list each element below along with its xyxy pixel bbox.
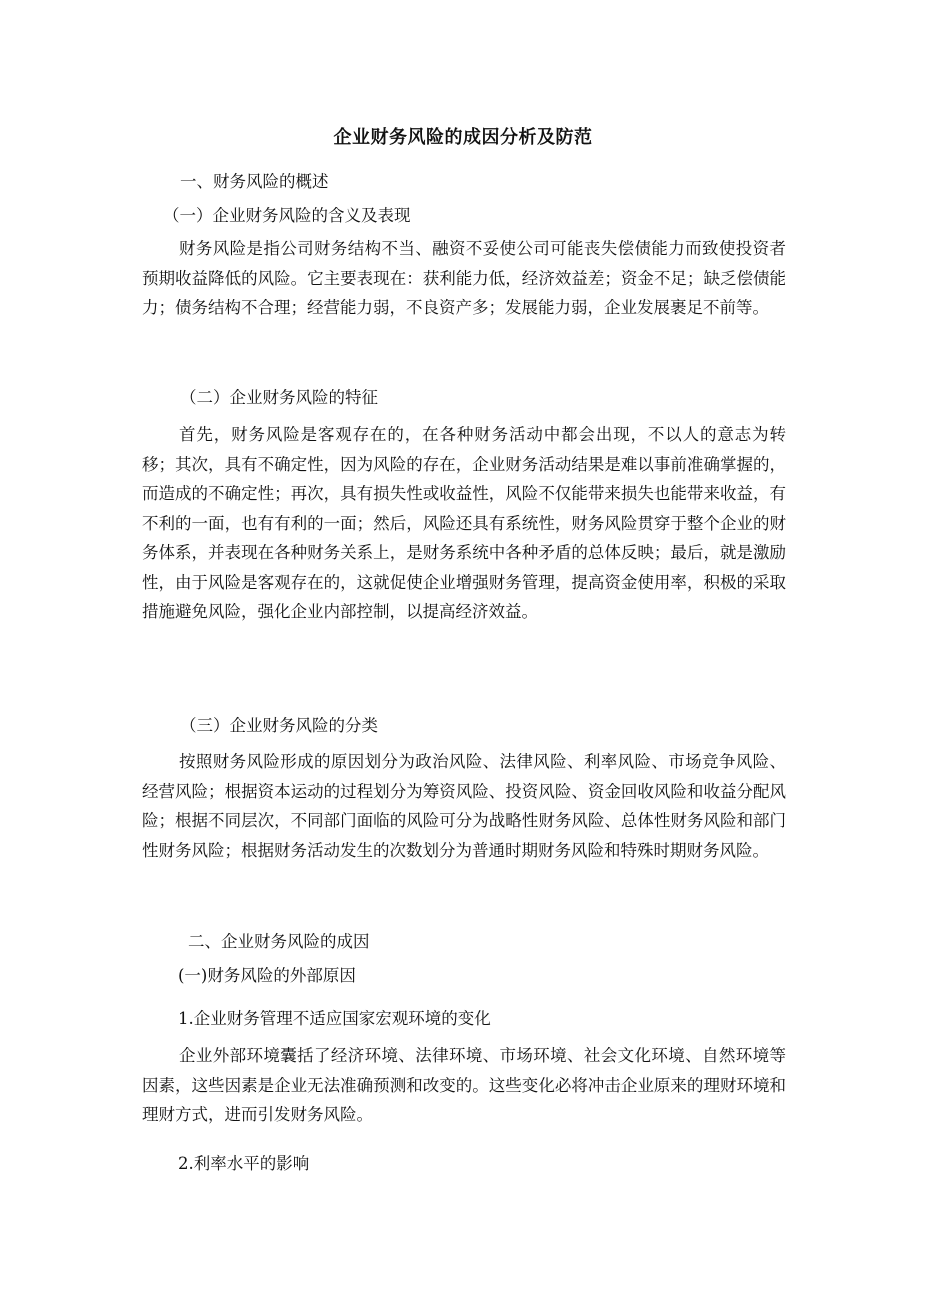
item-heading-interest-rate: 2.利率水平的影响 <box>178 1154 310 1173</box>
subsection-heading-external: (一)财务风险的外部原因 <box>178 966 356 985</box>
subsection-heading-classification: （三）企业财务风险的分类 <box>180 716 378 735</box>
paragraph-characteristics: 首先，财务风险是客观存在的，在各种财务活动中都会出现，不以人的意志为转移；其次，具有不确定性，因为风险的存在，企业财务活动结果是难以事前准确掌握的，而造成的不确定性；再次，具有损失性或收益性，风险不仅能带来损失也能带来收益，有不利的一面，也有有利的一面；然后，风险还具有系统性，财务风险贯穿于整个企业的财务体系，并表现在各种财务关系上，是财务系统中各种矛盾的总体反映；最后，就是激励性，由于风险是客观存在的，这就促使企业增强财务管理，提高资金使用率，积极的采取措施避免风险，强化企业内部控制，以提高经济效益。 <box>142 425 786 621</box>
item-heading-macro-environment: 1.企业财务管理不适应国家宏观环境的变化 <box>178 1009 491 1028</box>
paragraph-macro-environment: 企业外部环境囊括了经济环境、法律环境、市场环境、社会文化环境、自然环境等因素，这些因素是企业无法准确预测和改变的。这些变化必将冲击企业原来的理财环境和理财方式，进而引发财务风险。 <box>142 1046 786 1124</box>
subsection-heading-characteristics: （二）企业财务风险的特征 <box>180 388 378 407</box>
document-title: 企业财务风险的成因分析及防范 <box>333 127 593 148</box>
subsection-heading-definition: （一）企业财务风险的含义及表现 <box>163 206 411 225</box>
section-heading-overview: 一、财务风险的概述 <box>180 172 329 191</box>
section-heading-causes: 二、企业财务风险的成因 <box>188 932 370 951</box>
paragraph-definition: 财务风险是指公司财务结构不当、融资不妥使公司可能丧失偿债能力而致使投资者预期收益降低的风险。它主要表现在：获利能力低，经济效益差；资金不足；缺乏偿债能力；债务结构不合理；经营能力弱，不良资产多；发展能力弱，企业发展裹足不前等。 <box>142 239 786 317</box>
paragraph-classification: 按照财务风险形成的原因划分为政治风险、法律风险、利率风险、市场竞争风险、经营风险；根据资本运动的过程划分为筹资风险、投资风险、资金回收风险和收益分配风险；根据不同层次，不同部门面临的风险可分为战略性财务风险、总体性财务风险和部门性财务风险；根据财务活动发生的次数划分为普通时期财务风险和特殊时期财务风险。 <box>142 752 786 860</box>
